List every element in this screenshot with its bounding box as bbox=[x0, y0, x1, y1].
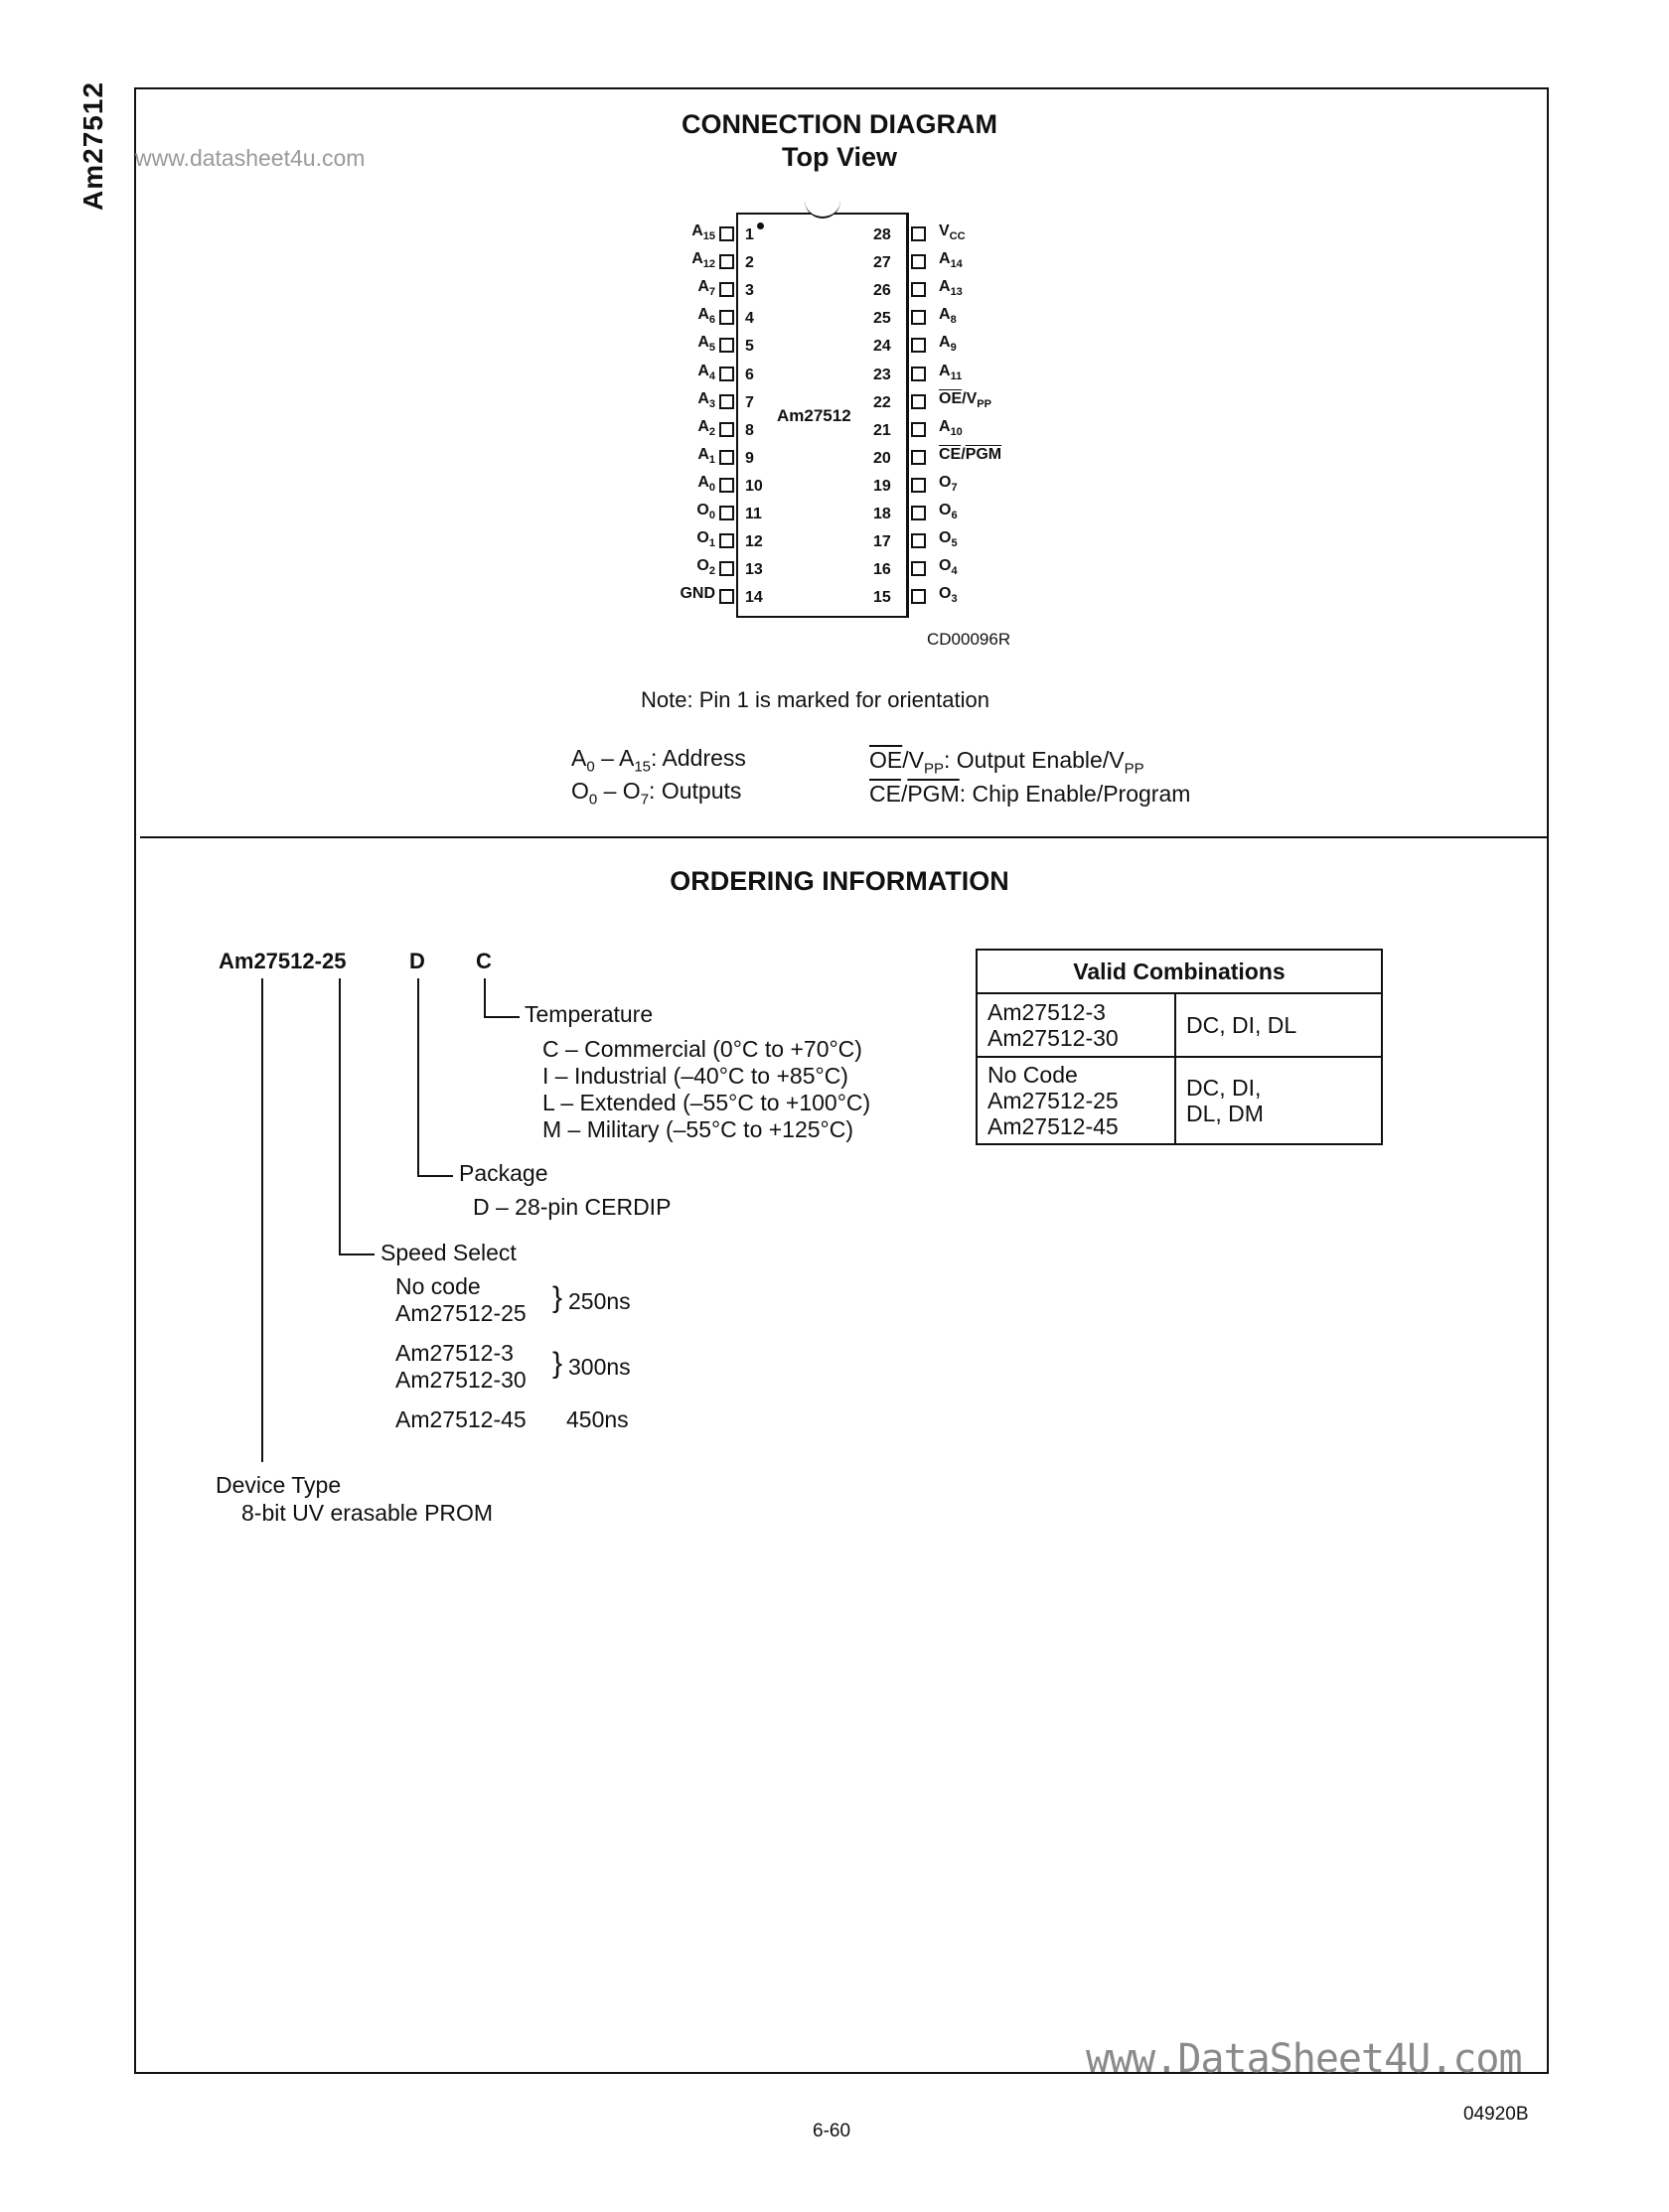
pin-number-right: 27 bbox=[873, 254, 891, 272]
pin-box-right bbox=[911, 422, 926, 437]
pin-number-right: 20 bbox=[873, 449, 891, 467]
temp-industrial: I – Industrial (–40°C to +85°C) bbox=[542, 1063, 848, 1089]
pin-label-left: $A_2$ bbox=[697, 417, 715, 438]
chip-label: Am27512 bbox=[777, 406, 851, 425]
pin-box-right bbox=[911, 450, 926, 465]
pin-box-right bbox=[911, 561, 926, 576]
document-number: 04920B bbox=[1463, 2104, 1529, 2125]
pin-box-left bbox=[719, 254, 734, 269]
pin-number-right: 25 bbox=[873, 310, 891, 328]
pin-number-left: 13 bbox=[745, 561, 763, 579]
pin-number-right: 16 bbox=[873, 561, 891, 579]
pin-box-left bbox=[719, 338, 734, 353]
valid-row2-parts: No Code Am27512-25 Am27512-45 bbox=[977, 1057, 1175, 1144]
pin-label-left: $A_1$ bbox=[697, 445, 715, 466]
pin-number-left: 7 bbox=[745, 393, 754, 411]
speed-g3-part: Am27512-45 bbox=[395, 1406, 527, 1432]
pin-label-left: $O_1$ bbox=[696, 529, 715, 550]
pin-box-left bbox=[719, 589, 734, 604]
temp-military: M – Military (–55°C to +125°C) bbox=[542, 1116, 854, 1142]
pin-number-right: 23 bbox=[873, 366, 891, 383]
legend-oe: $\overline{OE}/V_{PP}$: Output Enable/$V_{PP}$ bbox=[869, 747, 1144, 778]
pin-box-left bbox=[719, 450, 734, 465]
pin-label-left: $A_4$ bbox=[697, 362, 715, 382]
pin-label-left: $O_2$ bbox=[696, 557, 715, 578]
package-branch-h bbox=[417, 1175, 453, 1177]
pin-number-right: 18 bbox=[873, 506, 891, 522]
ordering-title: ORDERING INFORMATION bbox=[670, 866, 1009, 896]
pin-number-right: 26 bbox=[873, 282, 891, 300]
pin-number-left: 5 bbox=[745, 338, 754, 356]
orientation-note: Note: Pin 1 is marked for orientation bbox=[641, 687, 989, 712]
connection-subtitle: Top View bbox=[781, 142, 897, 172]
pin-number-left: 4 bbox=[745, 310, 754, 328]
pin-box-left bbox=[719, 310, 734, 325]
pin-box-left bbox=[719, 367, 734, 381]
pin-label-right: $A_{13}$ bbox=[939, 278, 963, 299]
pin-label-left: GND bbox=[680, 585, 715, 603]
pin-label-right: $A_8$ bbox=[939, 306, 957, 327]
pin-label-left: $A_{15}$ bbox=[691, 222, 715, 243]
table-row bbox=[977, 993, 1382, 1057]
pin-box-right bbox=[911, 589, 926, 604]
pin-box-right bbox=[911, 478, 926, 493]
watermark-top: www.datasheet4u.com bbox=[135, 145, 366, 171]
pin-box-right bbox=[911, 367, 926, 381]
side-part-number: Am27512 bbox=[77, 81, 108, 211]
pin-label-left: $O_0$ bbox=[696, 502, 715, 522]
speed-branch-v bbox=[339, 978, 341, 1253]
pin1-marker bbox=[757, 222, 764, 229]
package-label: Package bbox=[459, 1160, 548, 1186]
pin-number-right: 21 bbox=[873, 421, 891, 439]
pin-label-right: $A_{14}$ bbox=[939, 250, 963, 271]
pin-label-left: $A_3$ bbox=[697, 389, 715, 410]
valid-row1-codes: DC, DI, DL bbox=[1175, 993, 1382, 1057]
pin-box-right bbox=[911, 310, 926, 325]
pin-number-left: 12 bbox=[745, 533, 763, 551]
temp-branch-v bbox=[484, 978, 486, 1016]
legend-ce: $\overline{CE}/\overline{PGM}$: Chip Enable/Program bbox=[869, 781, 1191, 807]
pin-number-left: 2 bbox=[745, 254, 754, 272]
pin-box-right bbox=[911, 533, 926, 548]
device-branch-v bbox=[261, 978, 263, 1462]
temp-extended: L – Extended (–55°C to +100°C) bbox=[542, 1090, 871, 1115]
pin-label-right: $O_4$ bbox=[939, 557, 958, 578]
pin-number-right: 22 bbox=[873, 393, 891, 411]
page-number: 6-60 bbox=[813, 2121, 851, 2141]
pin-label-right: $O_3$ bbox=[939, 585, 958, 606]
pin-box-left bbox=[719, 478, 734, 493]
legend-address: $A_0 - A_{15}$: Address bbox=[571, 745, 746, 776]
temp-branch-h bbox=[484, 1016, 520, 1018]
pin-label-right: $\overline{OE}/V_{PP}$ bbox=[939, 389, 991, 410]
pin-box-left bbox=[719, 226, 734, 241]
pin-label-left: $A_{12}$ bbox=[691, 250, 715, 271]
temp-commercial: C – Commercial (0°C to +70°C) bbox=[542, 1036, 862, 1062]
valid-combinations-table bbox=[976, 949, 1383, 1145]
speed-branch-h bbox=[339, 1253, 375, 1255]
package-cerdip: D – 28-pin CERDIP bbox=[473, 1194, 672, 1220]
pin-label-right: $A_9$ bbox=[939, 334, 957, 355]
pin-box-right bbox=[911, 254, 926, 269]
pin-label-right: $A_{11}$ bbox=[939, 362, 963, 382]
pin-label-right: $V_{CC}$ bbox=[939, 222, 966, 243]
legend-outputs: $O_0 - O_7$: Outputs bbox=[571, 778, 742, 809]
pin-label-right: $O_5$ bbox=[939, 529, 958, 550]
pin-number-left: 1 bbox=[745, 226, 754, 243]
package-branch-v bbox=[417, 978, 419, 1175]
pin-box-right bbox=[911, 506, 926, 520]
pin-box-left bbox=[719, 506, 734, 520]
pin-box-right bbox=[911, 282, 926, 297]
speed-g1-line1: No code bbox=[395, 1273, 481, 1299]
pin-label-left: $A_0$ bbox=[697, 473, 715, 495]
pin-number-right: 19 bbox=[873, 477, 891, 495]
pin-label-left: $A_5$ bbox=[697, 334, 715, 355]
pin-number-left: 3 bbox=[745, 282, 754, 300]
code-base: Am27512-25 bbox=[219, 949, 347, 973]
pin-number-left: 11 bbox=[745, 506, 762, 522]
speed-g2-line2: Am27512-30 bbox=[395, 1367, 527, 1393]
section-divider bbox=[140, 836, 1547, 838]
code-package: D bbox=[409, 949, 425, 973]
speed-label: Speed Select bbox=[380, 1240, 517, 1265]
device-type-label: Device Type bbox=[216, 1472, 342, 1498]
pin-box-left bbox=[719, 394, 734, 409]
pin-label-left: $A_6$ bbox=[697, 306, 715, 327]
pin-box-left bbox=[719, 282, 734, 297]
pin-number-right: 28 bbox=[873, 226, 891, 243]
pin-box-right bbox=[911, 338, 926, 353]
valid-combinations-header: Valid Combinations bbox=[977, 950, 1382, 993]
speed-g1-line2: Am27512-25 bbox=[395, 1300, 527, 1326]
pin-box-right bbox=[911, 394, 926, 409]
device-type-desc: 8-bit UV erasable PROM bbox=[241, 1500, 494, 1526]
watermark-bottom: www.DataSheet4U.com bbox=[1086, 2036, 1522, 2082]
pin-number-left: 9 bbox=[745, 449, 754, 467]
pin-number-left: 10 bbox=[745, 477, 763, 495]
connection-title: CONNECTION DIAGRAM bbox=[682, 109, 997, 139]
pin-label-right: $\overline{CE}/\overline{PGM}$ bbox=[939, 445, 1002, 463]
pin-number-right: 24 bbox=[873, 338, 891, 356]
speed-g2-value: 300ns bbox=[568, 1354, 631, 1380]
pin-label-right: $O_6$ bbox=[939, 502, 958, 522]
speed-g2-brace: } bbox=[552, 1347, 563, 1380]
pin-box-right bbox=[911, 226, 926, 241]
pin-number-left: 6 bbox=[745, 366, 754, 383]
pin-box-left bbox=[719, 533, 734, 548]
pin-box-left bbox=[719, 422, 734, 437]
speed-g2-line1: Am27512-3 bbox=[395, 1340, 514, 1366]
pin-number-right: 17 bbox=[873, 533, 891, 551]
pin-label-right: $A_{10}$ bbox=[939, 417, 963, 438]
pin-number-left: 8 bbox=[745, 421, 754, 439]
drawing-code: CD00096R bbox=[927, 630, 1011, 649]
speed-g1-value: 250ns bbox=[568, 1288, 631, 1314]
temperature-label: Temperature bbox=[525, 1001, 654, 1027]
pin-number-right: 15 bbox=[873, 589, 891, 607]
pin-number-left: 14 bbox=[745, 589, 763, 607]
code-temp: C bbox=[476, 949, 492, 973]
valid-row1-parts: Am27512-3 Am27512-30 bbox=[977, 993, 1175, 1057]
table-row bbox=[977, 1057, 1382, 1144]
pin-label-right: $O_7$ bbox=[939, 473, 958, 495]
speed-g1-brace: } bbox=[552, 1281, 563, 1314]
pin-label-left: $A_7$ bbox=[697, 278, 715, 299]
pin-box-left bbox=[719, 561, 734, 576]
speed-g3-value: 450ns bbox=[566, 1406, 629, 1432]
valid-row2-codes: DC, DI, DL, DM bbox=[1175, 1057, 1382, 1144]
